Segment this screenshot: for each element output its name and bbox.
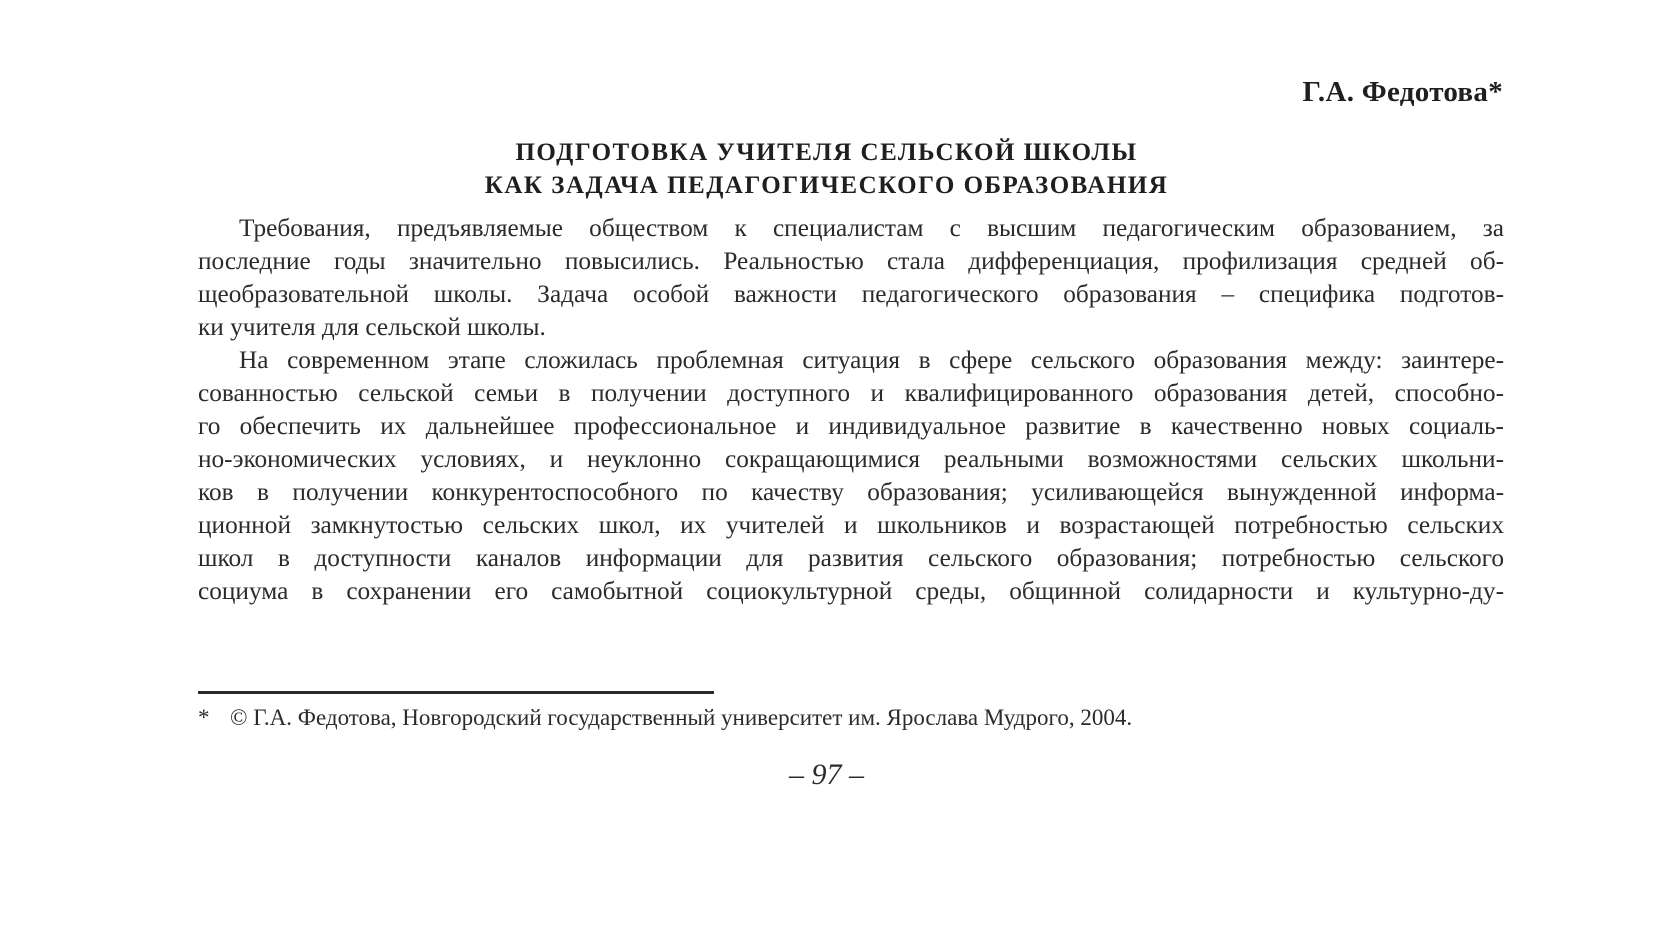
paragraph-1: [198, 212, 1504, 344]
text-line: го обеспечить их дальнейшее профессиональное и индивидуальное развитие в качественно новых социаль-: [198, 412, 1504, 440]
text-line: сованностью сельской семьи в получении доступного и квалифицированного образования детей, способно-: [198, 379, 1504, 407]
text-line: На современном этапе сложилась проблемная ситуация в сфере сельского образования между: заинтере-: [239, 346, 1504, 374]
footnote-text: © Г.А. Федотова, Новгородский государственный университет им. Ярослава Мудрого, 2004.: [230, 705, 1133, 730]
article-body: [198, 212, 1504, 608]
text-line: но-экономических условиях, и неуклонно сокращающимися реальными возможностями сельских школьни-: [198, 445, 1504, 473]
footnote-divider: [198, 691, 714, 694]
paragraph-2: [198, 344, 1504, 608]
text-line: щеобразовательной школы. Задача особой важности педагогического образования – специфика подготов-: [198, 280, 1504, 308]
page-number: – 97 –: [789, 758, 864, 791]
text-line: ков в получении конкурентоспособного по качеству образования; усиливающейся вынужденной информа-: [198, 478, 1504, 506]
footnote: [198, 703, 1132, 733]
author-name: Г.А. Федотова*: [1302, 76, 1503, 108]
footnote-mark: *: [198, 705, 210, 730]
title-line: ПОДГОТОВКА УЧИТЕЛЯ СЕЛЬСКОЙ ШКОЛЫ: [515, 139, 1138, 166]
article-title: [0, 136, 1653, 202]
text-line: последние годы значительно повысились. Реальностью стала дифференциация, профилизация средней об-: [198, 247, 1504, 275]
text-line: Требования, предъявляемые обществом к специалистам с высшим педагогическим образованием, за: [239, 214, 1504, 242]
title-line: КАК ЗАДАЧА ПЕДАГОГИЧЕСКОГО ОБРАЗОВАНИЯ: [484, 172, 1169, 199]
text-line: школ в доступности каналов информации для развития сельского образования; потребностью сельского: [198, 544, 1504, 572]
text-line: ки учителя для сельской школы.: [198, 313, 546, 341]
text-line: социума в сохранении его самобытной социокультурной среды, общинной солидарности и культурно-ду-: [198, 577, 1504, 605]
text-line: ционной замкнутостью сельских школ, их учителей и школьников и возрастающей потребностью сельских: [198, 511, 1504, 539]
